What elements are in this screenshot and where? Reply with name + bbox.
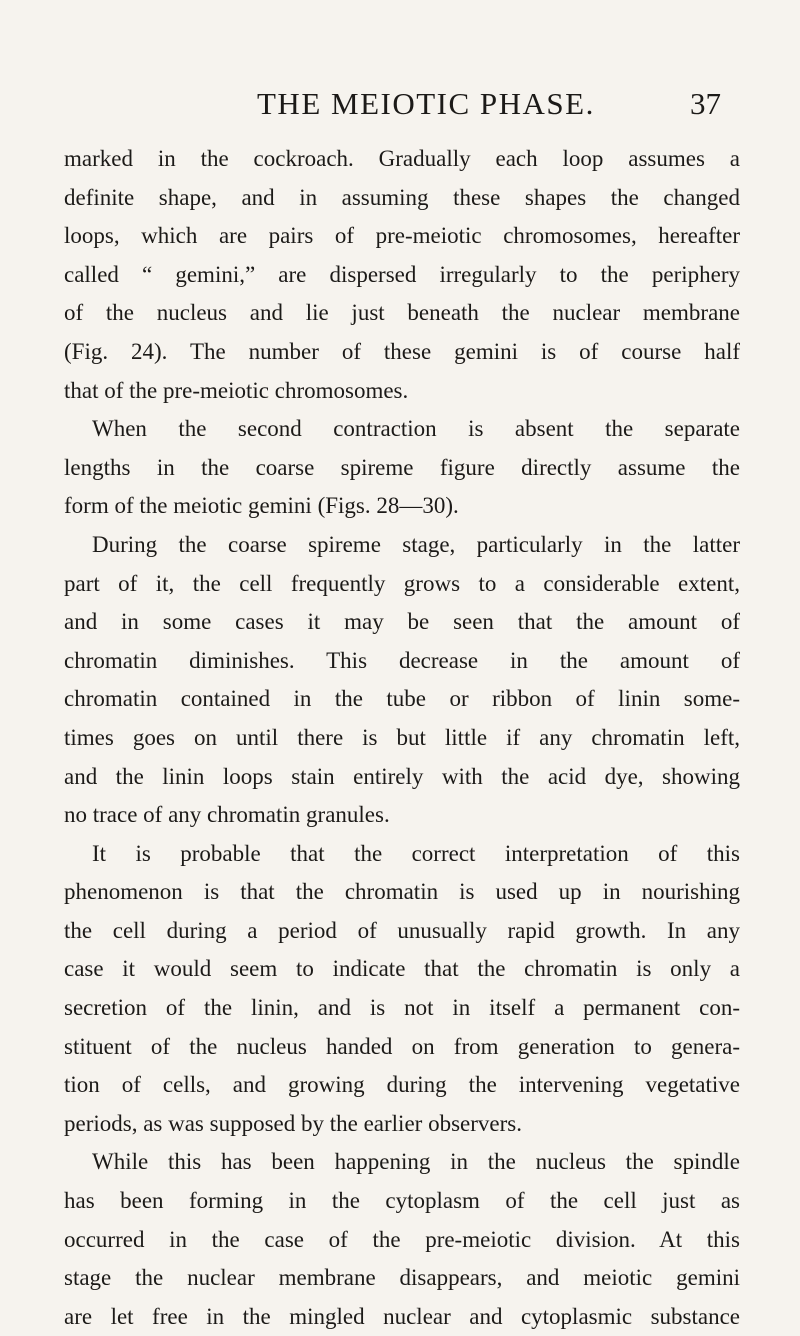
text-line: loops, which are pairs of pre-meiotic chromosomes, hereafter xyxy=(64,223,740,249)
paragraph-start-line: It is probable that the correct interpretation of this xyxy=(92,840,740,866)
text-line: stage the nuclear membrane disappears, and meiotic gemini xyxy=(64,1265,740,1291)
text-line: secretion of the linin, and is not in itself a permanent con- xyxy=(64,995,740,1021)
text-line: the cell during a period of unusually rapid growth. In any xyxy=(64,917,740,943)
text-line: marked in the cockroach. Gradually each loop assumes a xyxy=(64,146,740,171)
text-line: of the nucleus and lie just beneath the nuclear membrane xyxy=(64,300,740,326)
text-line: chromatin contained in the tube or ribbon of linin some- xyxy=(64,686,740,712)
text-line: phenomenon is that the chromatin is used up in nourishing xyxy=(64,879,740,905)
paragraph-start-line: During the coarse spireme stage, particularly in the latter xyxy=(92,531,740,557)
text-line: chromatin diminishes. This decrease in the amount of xyxy=(64,647,740,673)
running-head xyxy=(0,84,800,124)
text-line: times goes on until there is but little if any chromatin left, xyxy=(64,724,740,750)
text-line: definite shape, and in assuming these shapes the changed xyxy=(64,184,740,210)
text-line: and in some cases it may be seen that the amount of xyxy=(64,609,740,635)
text-line: has been forming in the cytoplasm of the cell just as xyxy=(64,1188,740,1214)
text-line: case it would seem to indicate that the chromatin is only a xyxy=(64,956,740,982)
paragraph-end-line: form of the meiotic gemini (Figs. 28—30). xyxy=(64,493,459,519)
text-line: are let free in the mingled nuclear and cytoplasmic substance xyxy=(64,1303,740,1329)
text-line: stituent of the nucleus handed on from generation to genera- xyxy=(64,1033,740,1059)
chapter-heading: THE MEIOTIC PHASE. xyxy=(257,86,595,121)
body-text xyxy=(64,140,740,1336)
text-line: tion of cells, and growing during the intervening vegetative xyxy=(64,1072,740,1098)
paragraph-end-line: no trace of any chromatin granules. xyxy=(64,802,390,828)
text-line: lengths in the coarse spireme figure directly assume the xyxy=(64,454,740,480)
text-line: (Fig. 24). The number of these gemini is of course half xyxy=(64,338,740,364)
paragraph-start-line: While this has been happening in the nucleus the spindle xyxy=(92,1149,740,1175)
paragraph-start-line: When the second contraction is absent the separate xyxy=(92,416,740,442)
paragraph-end-line: that of the pre-meiotic chromosomes. xyxy=(64,377,409,403)
text-line: and the linin loops stain entirely with the acid dye, showing xyxy=(64,763,740,789)
page-number: 37 xyxy=(690,86,721,121)
text-line: part of it, the cell frequently grows to a considerable extent, xyxy=(64,570,740,596)
text-line: occurred in the case of the pre-meiotic division. At this xyxy=(64,1226,740,1252)
paragraph-end-line: periods, as was supposed by the earlier observers. xyxy=(64,1110,522,1136)
text-line: called “ gemini,” are dispersed irregularly to the periphery xyxy=(64,261,740,287)
